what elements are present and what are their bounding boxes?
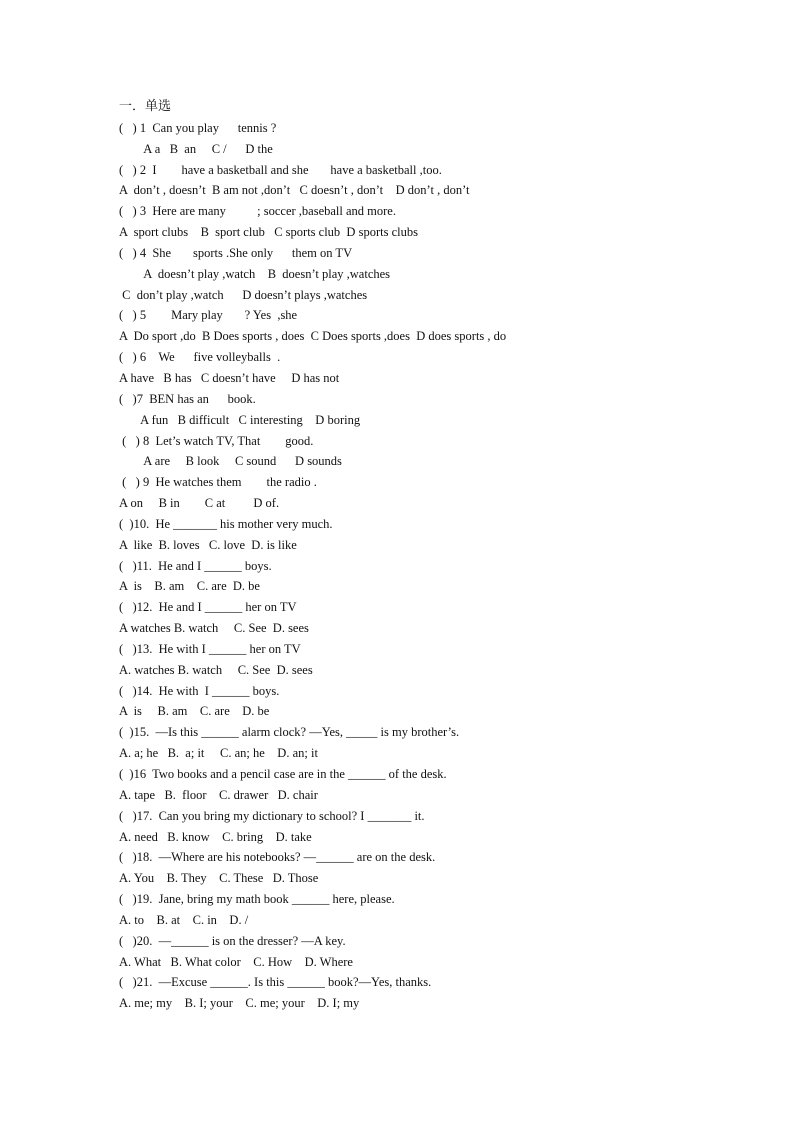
- options-line: A. to B. at C. in D. /: [119, 912, 249, 927]
- question-line: ( ) 3 Here are many ; soccer ,baseball and more.: [119, 204, 396, 219]
- question-line: ( )7 BEN has an book.: [119, 391, 256, 406]
- options-line: A doesn’t play ,watch B doesn’t play ,watches: [119, 266, 391, 281]
- question-line: ( ) 5 Mary play ? Yes ,she: [119, 308, 298, 323]
- section-title: 一．单选: [119, 99, 172, 114]
- options-line: A. What B. What color C. How D. Where: [119, 954, 353, 969]
- options-line: A. a; he B. a; it C. an; he D. an; it: [119, 746, 318, 761]
- options-line: A Do sport ,do B Does sports , does C Does sports ,does D does sports , do: [119, 329, 507, 344]
- options-line: A have B has C doesn’t have D has not: [119, 370, 340, 385]
- question-line: ( )13. He with I ______ her on TV: [119, 641, 301, 656]
- options-line: A on B in C at D of.: [119, 496, 280, 511]
- options-line: A is B. am C. are D. be: [119, 704, 270, 719]
- question-line: ( )20. —______ is on the dresser? —A key.: [119, 933, 346, 948]
- question-line: ( )17. Can you bring my dictionary to school? I _______ it.: [119, 808, 425, 823]
- question-line: ( )15. —Is this ______ alarm clock? —Yes, _____ is my brother’s.: [119, 725, 460, 740]
- question-line: ( )19. Jane, bring my math book ______ here, please.: [119, 892, 395, 907]
- question-line: ( )18. —Where are his notebooks? —______ are on the desk.: [119, 850, 436, 865]
- options-line: A. need B. know C. bring D. take: [119, 829, 312, 844]
- question-line: ( ) 4 She sports .She only them on TV: [119, 245, 353, 260]
- options-line: A. tape B. floor C. drawer D. chair: [119, 787, 318, 802]
- options-line: A like B. loves C. love D. is like: [119, 537, 297, 552]
- options-line: A. watches B. watch C. See D. sees: [119, 662, 313, 677]
- options-line: A. You B. They C. These D. Those: [119, 871, 319, 886]
- options-line: A sport clubs B sport club C sports club D sports clubs: [119, 225, 418, 240]
- question-line: ( ) 9 He watches them the radio .: [119, 475, 317, 490]
- question-line: ( ) 8 Let’s watch TV, That good.: [119, 433, 314, 448]
- question-line: ( )12. He and I ______ her on TV: [119, 600, 297, 615]
- question-line: ( )21. —Excuse ______. Is this ______ book?—Yes, thanks.: [119, 975, 432, 990]
- worksheet-content: [119, 97, 719, 1014]
- options-line: A. me; my B. I; your C. me; your D. I; my: [119, 996, 360, 1011]
- options-line: A a B an C / D the: [119, 141, 273, 156]
- question-line: ( )10. He _______ his mother very much.: [119, 516, 333, 531]
- options-line: A don’t , doesn’t B am not ,don’t C doesn’t , don’t D don’t , don’t: [119, 183, 470, 198]
- question-line: ( ) 2 I have a basketball and she have a basketball ,too.: [119, 162, 442, 177]
- options-line: A fun B difficult C interesting D boring: [119, 412, 361, 427]
- question-line: ( ) 6 We five volleyballs .: [119, 350, 281, 365]
- question-line: ( ) 1 Can you play tennis ?: [119, 120, 277, 135]
- options-line: A is B. am C. are D. be: [119, 579, 260, 594]
- options-line: A watches B. watch C. See D. sees: [119, 621, 309, 636]
- question-line: ( )14. He with I ______ boys.: [119, 683, 280, 698]
- question-line: ( )16 Two books and a pencil case are in the ______ of the desk.: [119, 767, 447, 781]
- options-line: A are B look C sound D sounds: [119, 454, 342, 469]
- question-line: ( )11. He and I ______ boys.: [119, 558, 272, 573]
- options-line: C don’t play ,watch D doesn’t plays ,watches: [119, 287, 368, 302]
